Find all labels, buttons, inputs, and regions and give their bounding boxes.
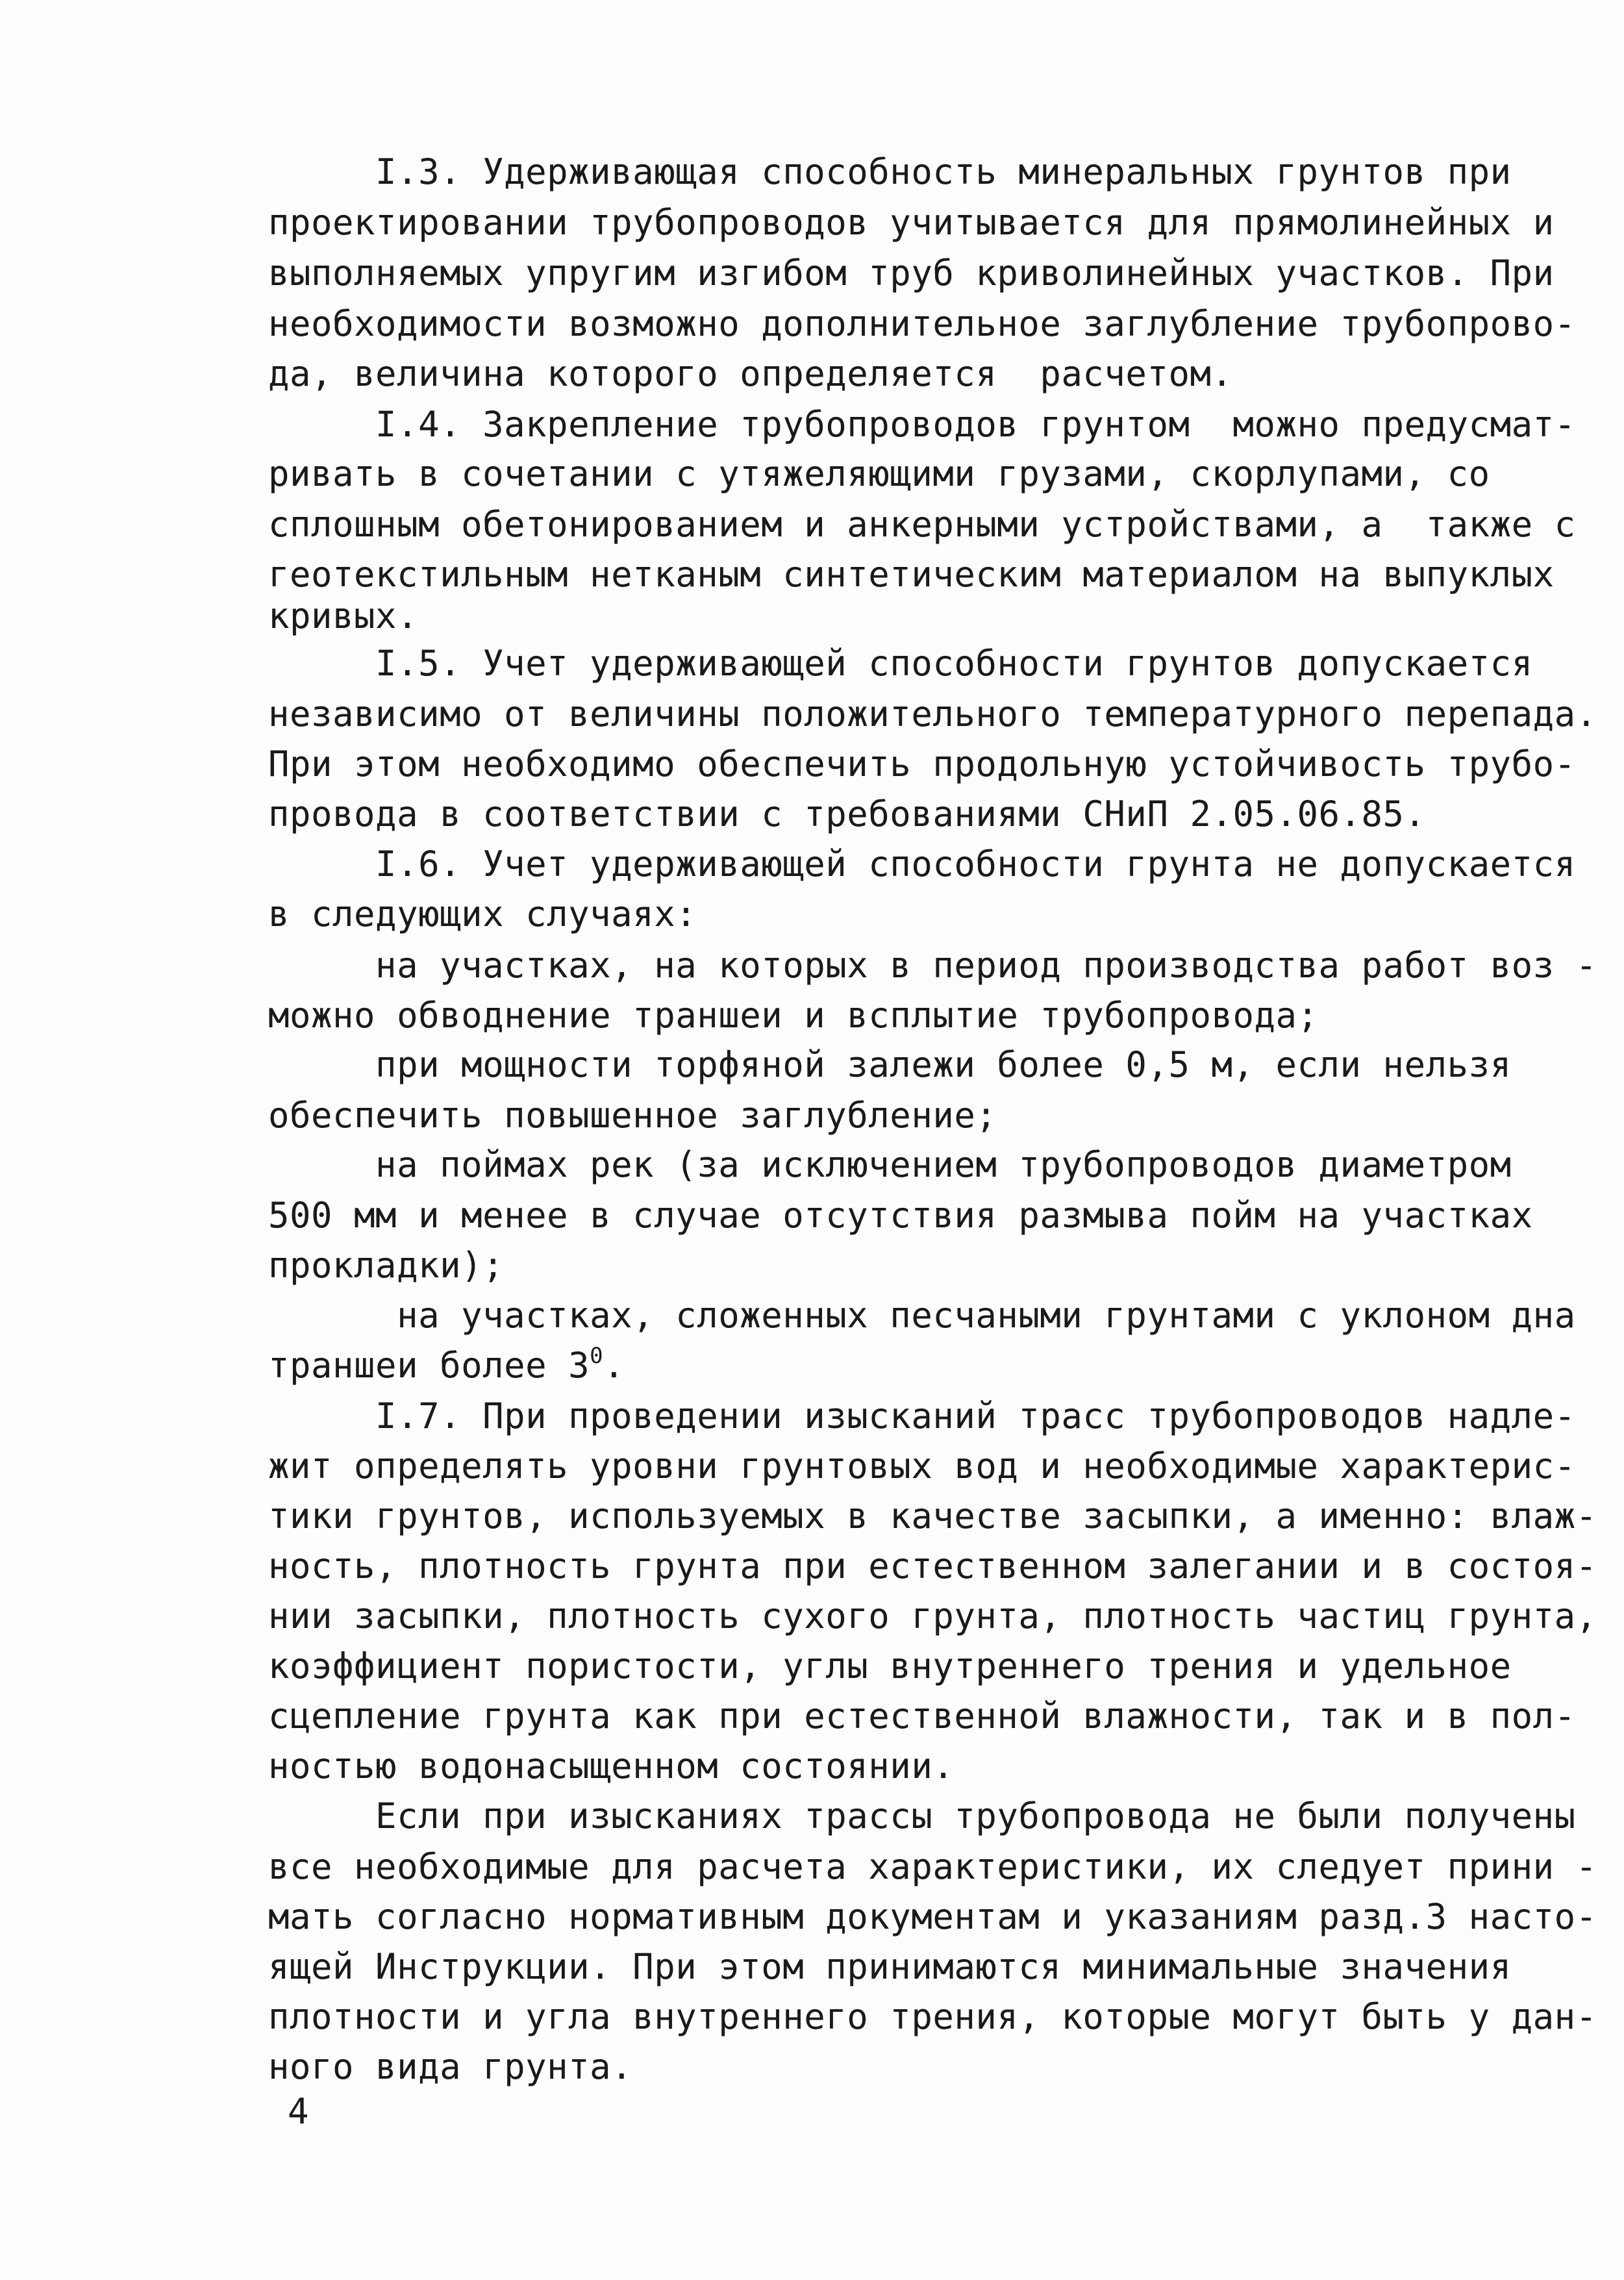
text-line: провода в соответствии с требованиями СНиП 2.05.06.85.: [268, 794, 1426, 834]
text-line: геотекстильным нетканым синтетическим материалом на выпуклых: [268, 554, 1555, 595]
text-line: ривать в сочетании с утяжеляющими грузами, скорлупами, со: [268, 453, 1490, 494]
page-number: 4: [288, 2091, 309, 2132]
degree-superscript: 0: [590, 1343, 604, 1369]
text-line: ностью водонасыщенном состоянии.: [268, 1746, 955, 1786]
text-line: да, величина которого определяется расчетом.: [268, 353, 1233, 394]
text-line: I.4. Закрепление трубопроводов грунтом можно предусмат-: [268, 404, 1576, 445]
text-line: [268, 1345, 625, 1386]
text-line: жит определять уровни грунтовых вод и необходимые характерис-: [268, 1446, 1576, 1486]
text-line: коэффициент пористости, углы внутреннего трения и удельное: [268, 1646, 1512, 1686]
text-line: ность, плотность грунта при естественном залегании и в состоя-: [268, 1546, 1597, 1586]
text-line: на участках, сложенных песчаными грунтами с уклоном дна: [268, 1295, 1576, 1336]
text-line: на поймах рек (за исключением трубопроводов диаметром: [268, 1144, 1512, 1185]
text-line: сцепление грунта как при естественной влажности, так и в пол-: [268, 1696, 1576, 1736]
text-line: прокладки);: [268, 1245, 505, 1286]
text-line: сплошным обетонированием и анкерными устройствами, а также с: [268, 504, 1576, 545]
text-line: плотности и угла внутреннего трения, которые могут быть у дан-: [268, 1996, 1597, 2037]
text-line: проектировании трубопроводов учитывается для прямолинейных и: [268, 202, 1555, 243]
text-line: ного вида грунта.: [268, 2046, 633, 2087]
text-line: выполняемых упругим изгибом труб криволинейных участков. При: [268, 253, 1555, 294]
text-line: в следующих случаях:: [268, 894, 697, 934]
text-line: I.3. Удерживающая способность минеральных грунтов при: [268, 151, 1512, 192]
text-segment: траншеи более 3: [268, 1345, 590, 1386]
text-line: Если при изысканиях трассы трубопровода не были получены: [268, 1796, 1576, 1836]
text-line: I.7. При проведении изысканий трасс трубопроводов надле-: [268, 1396, 1576, 1436]
text-line: необходимости возможно дополнительное заглубление трубопрово-: [268, 303, 1576, 344]
text-line: ящей Инструкции. При этом принимаются минимальные значения: [268, 1946, 1512, 1987]
text-line: I.6. Учет удерживающей способности грунта не допускается: [268, 844, 1576, 884]
text-line: обеспечить повышенное заглубление;: [268, 1095, 997, 1136]
text-line: при мощности торфяной залежи более 0,5 м, если нельзя: [268, 1044, 1512, 1085]
text-line: независимо от величины положительного температурного перепада.: [268, 694, 1597, 734]
text-line: кривых.: [268, 595, 419, 636]
text-segment: .: [603, 1345, 625, 1386]
text-line: При этом необходимо обеспечить продольную устойчивость трубо-: [268, 744, 1576, 784]
text-line: на участках, на которых в период производства работ воз -: [268, 945, 1597, 986]
text-line: все необходимые для расчета характеристики, их следует прини -: [268, 1846, 1597, 1887]
text-line: тики грунтов, используемых в качестве засыпки, а именно: влаж-: [268, 1496, 1597, 1536]
text-line: можно обводнение траншеи и всплытие трубопровода;: [268, 995, 1319, 1036]
text-line: нии засыпки, плотность сухого грунта, плотность частиц грунта,: [268, 1596, 1597, 1636]
text-line: 500 мм и менее в случае отсутствия размыва пойм на участках: [268, 1195, 1533, 1236]
text-line: I.5. Учет удерживающей способности грунтов допускается: [268, 643, 1533, 684]
text-line: мать согласно нормативным документам и указаниям разд.3 насто-: [268, 1896, 1597, 1937]
